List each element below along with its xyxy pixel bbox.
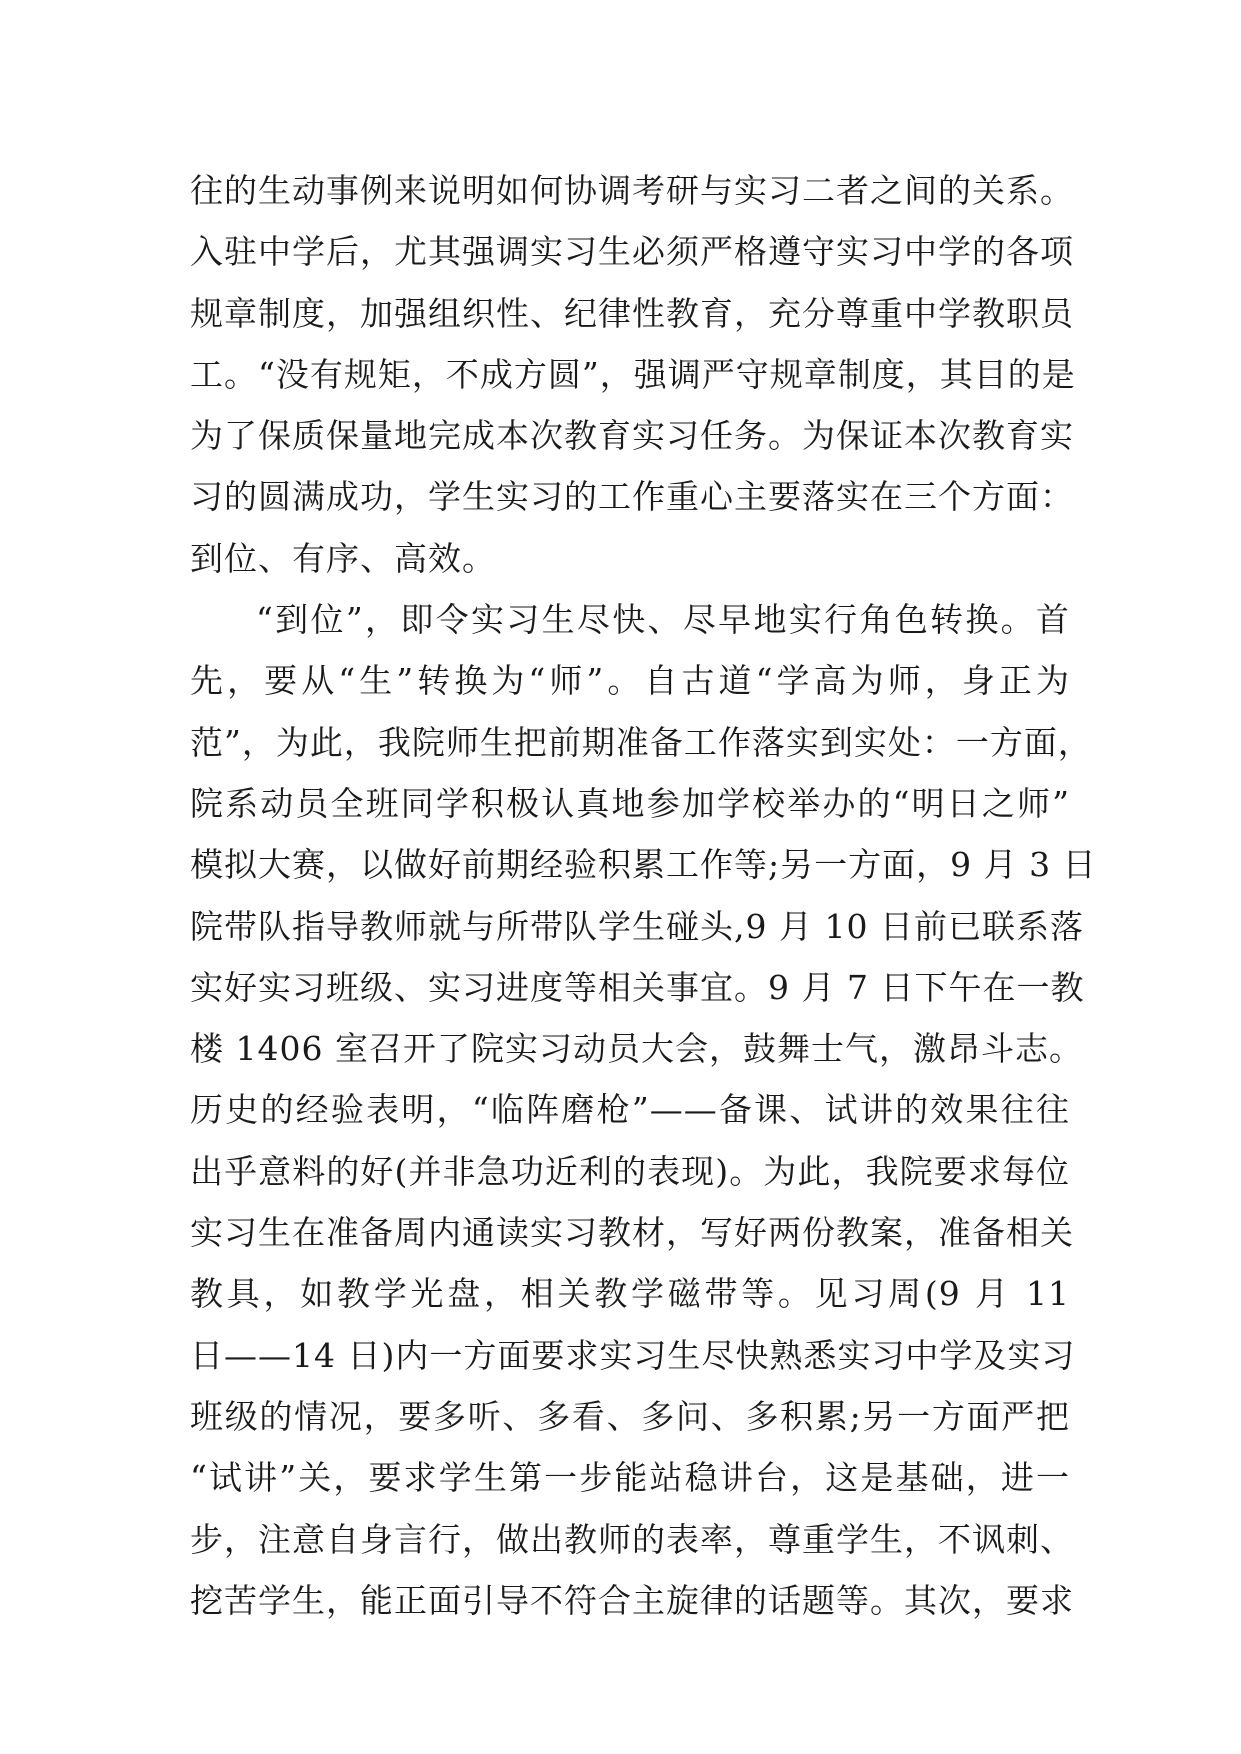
text-line: 为了保质保量地完成本次教育实习任务。为保证本次教育实 [190,416,1074,456]
text-line: 楼 1406 室召开了院实习动员大会，鼓舞士气，激昂斗志。 [190,1029,1083,1069]
text-line: 出乎意料的好(并非急功近利的表现)。为此，我院要求每位 [190,1151,1070,1191]
text-line: 到位、有序、高效。 [190,538,496,578]
text-line: 院带队指导教师就与所带队学生碰头,9 月 10 日前已联系落 [190,906,1084,946]
text-line: 院系动员全班同学积极认真地参加学校举办的“明日之师” [190,783,1070,823]
text-line: 范”，为此，我院师生把前期准备工作落实到实处：一方面， [190,722,1092,762]
text-line: 入驻中学后，尤其强调实习生必须严格遵守实习中学的各项 [190,232,1074,272]
text-line: 工。“没有规矩，不成方圆”，强调严守规章制度，其目的是 [190,354,1076,394]
text-line: 教具，如教学光盘，相关教学磁带等。见习周(9 月 11 [190,1274,1070,1314]
text-line: 先，要从“生”转换为“师”。自古道“学高为师，身正为 [190,661,1070,701]
paragraph-start-line: “到位”，即令实习生尽快、尽早地实行角色转换。首 [256,600,1070,640]
text-line: “试讲”关，要求学生第一步能站稳讲台，这是基础，进一 [190,1458,1070,1498]
text-line: 挖苦学生，能正面引导不符合主旋律的话题等。其次，要求 [190,1580,1074,1620]
text-line: 历史的经验表明，“临阵磨枪”——备课、试讲的效果往往 [190,1090,1070,1130]
text-line: 往的生动事例来说明如何协调考研与实习二者之间的关系。 [190,171,1074,210]
body-text [190,160,1097,1631]
text-line: 班级的情况，要多听、多看、多问、多积累;另一方面严把 [190,1396,1070,1436]
text-line: 实习生在准备周内通读实习教材，写好两份教案，准备相关 [190,1213,1074,1253]
text-line: 实好实习班级、实习进度等相关事宜。9 月 7 日下午在一教 [190,967,1085,1007]
text-line: 日——14 日)内一方面要求实习生尽快熟悉实习中学及实习 [190,1335,1076,1375]
text-line: 模拟大赛，以做好前期经验积累工作等;另一方面，9 月 3 日 [190,845,1097,885]
text-line: 步，注意自身言行，做出教师的表率，尊重学生，不讽刺、 [190,1519,1074,1559]
text-line: 习的圆满成功，学生实习的工作重心主要落实在三个方面： [190,477,1074,517]
text-line: 规章制度，加强组织性、纪律性教育，充分尊重中学教职员 [190,293,1074,333]
